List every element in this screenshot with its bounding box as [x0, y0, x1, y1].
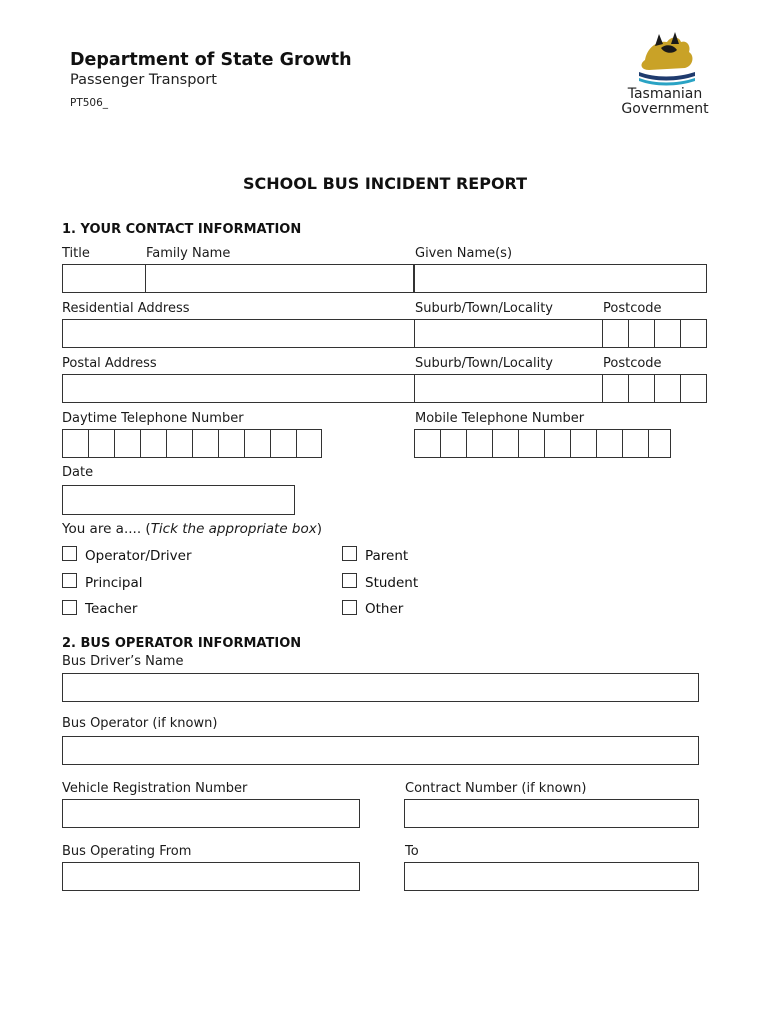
teacher-label: Teacher	[85, 601, 138, 617]
vehicle-rego-label: Vehicle Registration Number	[62, 781, 248, 796]
driver-name-input[interactable]	[62, 673, 699, 702]
phone-digit-cell[interactable]	[297, 430, 321, 457]
phone-digit-cell[interactable]	[415, 430, 441, 457]
suburb-label: Suburb/Town/Locality	[415, 301, 553, 316]
tasmanian-government-logo	[615, 30, 715, 120]
bus-operator-input[interactable]	[62, 736, 699, 765]
phone-digit-cell[interactable]	[545, 430, 571, 457]
you-are-prefix: You are a.... (	[62, 521, 151, 537]
student-label: Student	[365, 575, 419, 591]
date-label: Date	[62, 465, 94, 480]
division-name: Passenger Transport	[70, 72, 217, 88]
phone-digit-cell[interactable]	[193, 430, 219, 457]
phone-digit-cell[interactable]	[167, 430, 193, 457]
postcode-digit-cell[interactable]	[655, 375, 681, 402]
postal-suburb-label: Suburb/Town/Locality	[415, 356, 553, 371]
phone-digit-cell[interactable]	[271, 430, 297, 457]
postal-address-label: Postal Address	[62, 356, 157, 371]
given-names-label: Given Name(s)	[415, 246, 513, 261]
devil-emblem-icon	[615, 30, 715, 90]
driver-name-label: Bus Driver’s Name	[62, 654, 184, 669]
postal-postcode-label: Postcode	[603, 356, 662, 371]
postcode-digit-cell[interactable]	[629, 375, 655, 402]
postcode-digit-cell[interactable]	[681, 375, 706, 402]
vehicle-rego-input[interactable]	[62, 799, 360, 828]
principal-checkbox[interactable]	[62, 573, 77, 588]
residential-postcode-input[interactable]	[602, 319, 707, 348]
bus-operator-label: Bus Operator (if known)	[62, 716, 218, 731]
form-title: SCHOOL BUS INCIDENT REPORT	[242, 174, 528, 193]
phone-digit-cell[interactable]	[219, 430, 245, 457]
department-name: Department of State Growth	[70, 50, 352, 70]
title-label: Title	[62, 246, 90, 261]
phone-digit-cell[interactable]	[519, 430, 545, 457]
phone-digit-cell[interactable]	[649, 430, 670, 457]
phone-digit-cell[interactable]	[115, 430, 141, 457]
operator-driver-checkbox[interactable]	[62, 546, 77, 561]
family-name-input[interactable]	[145, 264, 414, 293]
logo-text-line1: Tasmanian	[627, 86, 703, 102]
phone-digit-cell[interactable]	[597, 430, 623, 457]
date-input[interactable]	[62, 485, 295, 515]
phone-digit-cell[interactable]	[245, 430, 271, 457]
phone-digit-cell[interactable]	[571, 430, 597, 457]
title-input[interactable]	[62, 264, 146, 293]
residential-address-label: Residential Address	[62, 301, 190, 316]
you-are-instruction	[62, 521, 322, 537]
phone-digit-cell[interactable]	[141, 430, 167, 457]
logo-text-line2: Government	[621, 101, 709, 117]
section1-heading: 1. YOUR CONTACT INFORMATION	[62, 222, 302, 237]
phone-digit-cell[interactable]	[467, 430, 493, 457]
family-name-label: Family Name	[146, 246, 231, 261]
operating-from-label: Bus Operating From	[62, 844, 192, 859]
postcode-label: Postcode	[603, 301, 662, 316]
parent-label: Parent	[365, 548, 409, 564]
postal-postcode-input[interactable]	[602, 374, 707, 403]
other-checkbox[interactable]	[342, 600, 357, 615]
contract-number-input[interactable]	[404, 799, 699, 828]
phone-digit-cell[interactable]	[493, 430, 519, 457]
mobile-phone-label: Mobile Telephone Number	[415, 411, 585, 426]
postcode-digit-cell[interactable]	[681, 320, 706, 347]
other-label: Other	[365, 601, 404, 617]
postal-suburb-input[interactable]	[414, 374, 603, 403]
form-code: PT506_	[70, 97, 109, 109]
phone-digit-cell[interactable]	[63, 430, 89, 457]
you-are-suffix: )	[316, 521, 323, 537]
parent-checkbox[interactable]	[342, 546, 357, 561]
given-names-input[interactable]	[414, 264, 707, 293]
contract-number-label: Contract Number (if known)	[405, 781, 587, 796]
postcode-digit-cell[interactable]	[603, 375, 629, 402]
operator-driver-label: Operator/Driver	[85, 548, 192, 564]
teacher-checkbox[interactable]	[62, 600, 77, 615]
daytime-phone-label: Daytime Telephone Number	[62, 411, 244, 426]
operating-to-input[interactable]	[404, 862, 699, 891]
postal-address-input[interactable]	[62, 374, 415, 403]
phone-digit-cell[interactable]	[89, 430, 115, 457]
section2-heading: 2. BUS OPERATOR INFORMATION	[62, 636, 302, 651]
postcode-digit-cell[interactable]	[655, 320, 681, 347]
phone-digit-cell[interactable]	[441, 430, 467, 457]
daytime-phone-input[interactable]	[62, 429, 322, 458]
you-are-italic: Tick the appropriate box	[150, 521, 317, 537]
operating-to-label: To	[405, 844, 419, 859]
operating-from-input[interactable]	[62, 862, 360, 891]
postcode-digit-cell[interactable]	[629, 320, 655, 347]
student-checkbox[interactable]	[342, 573, 357, 588]
mobile-phone-input[interactable]	[414, 429, 671, 458]
phone-digit-cell[interactable]	[623, 430, 649, 457]
postcode-digit-cell[interactable]	[603, 320, 629, 347]
residential-suburb-input[interactable]	[414, 319, 603, 348]
principal-label: Principal	[85, 575, 143, 591]
residential-address-input[interactable]	[62, 319, 415, 348]
